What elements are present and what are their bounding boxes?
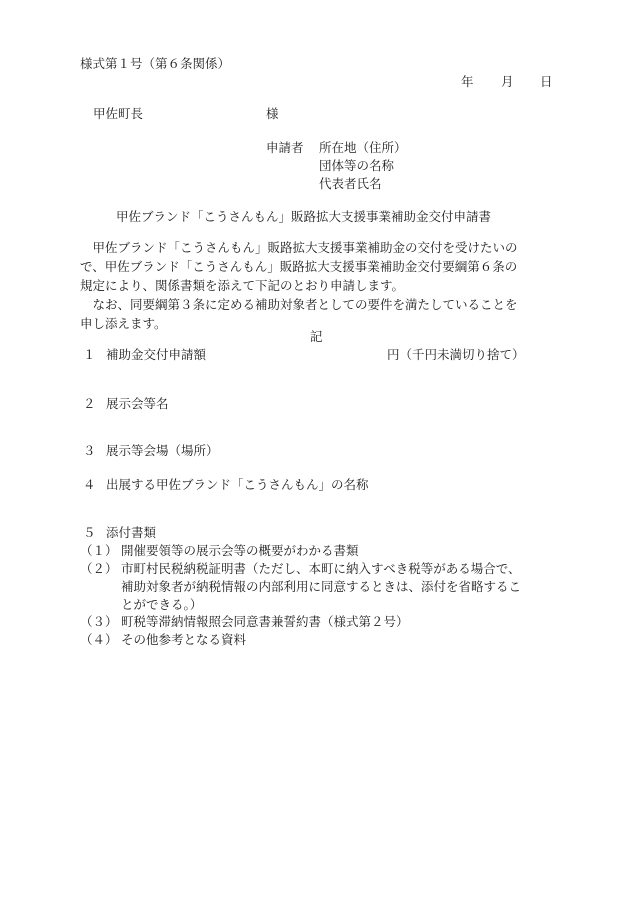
item-2-label: 展示会等名 — [106, 396, 169, 411]
attachment-3-text: 町税等滞納情報照会同意書兼誓約書（様式第２号） — [121, 614, 409, 629]
body-paragraph-2 — [80, 295, 558, 333]
item-5-label: 添付書類 — [106, 525, 157, 540]
addressee-name: 甲佐町長 — [93, 106, 144, 121]
body-line: 甲佐ブランド「こうさんもん」販路拡大支援事業補助金の交付を受けたいの — [80, 240, 518, 255]
attachment-2-line-2: 補助対象者が納税情報の内部利用に同意するときは、添付を省略するこ — [121, 579, 522, 594]
item-4-number: ４ — [83, 477, 96, 492]
body-line: で、甲佐ブランド「こうさんもん」販路拡大支援事業補助金交付要綱第６条の — [80, 259, 518, 274]
date-day-label: 日 — [540, 74, 553, 89]
item-1-label: 補助金交付申請額 — [106, 347, 207, 362]
attachment-4-text: その他参考となる資料 — [121, 632, 247, 647]
item-3-label: 展示等会場（場所） — [106, 443, 219, 458]
applicant-address-label: 所在地（住所） — [319, 140, 407, 155]
item-1-unit: 円（千円未満切り捨て） — [387, 347, 525, 362]
ki-heading: 記 — [310, 329, 323, 344]
date-month-label: 月 — [501, 74, 514, 89]
applicant-label: 申請者 — [266, 140, 304, 155]
addressee-honorific: 様 — [266, 106, 279, 121]
body-line: 規定により、関係書類を添えて下記のとおり申請します。 — [80, 278, 405, 293]
applicant-representative-label: 代表者氏名 — [319, 176, 382, 191]
item-3-number: ３ — [83, 443, 96, 458]
attachment-2-line-1: 市町村民税納税証明書（ただし、本町に納入すべき税等がある場合で、 — [121, 561, 521, 576]
body-line: 申し添えます。 — [80, 316, 167, 331]
item-2-number: ２ — [83, 396, 96, 411]
form-number: 様式第１号（第６条関係） — [80, 56, 231, 71]
body-paragraph-1 — [80, 238, 558, 295]
attachment-3-number: （３） — [80, 614, 118, 629]
item-5-number: ５ — [83, 525, 96, 540]
attachment-2-number: （２） — [80, 561, 118, 576]
applicant-org-label: 団体等の名称 — [319, 158, 395, 173]
attachment-1-number: （１） — [80, 543, 118, 558]
item-4-label: 出展する甲佐ブランド「こうさんもん」の名称 — [106, 477, 369, 492]
date-year-label: 年 — [461, 74, 474, 89]
document-title: 甲佐ブランド「こうさんもん」販路拡大支援事業補助金交付申請書 — [116, 209, 492, 224]
attachment-2-line-3: とができる。） — [121, 597, 203, 612]
attachment-4-number: （４） — [80, 632, 118, 647]
body-line: なお、同要綱第３条に定める補助対象者としての要件を満たしていることを — [80, 297, 518, 312]
attachment-1-text: 開催要領等の展示会等の概要がわかる書類 — [121, 543, 359, 558]
item-1-number: １ — [83, 347, 96, 362]
